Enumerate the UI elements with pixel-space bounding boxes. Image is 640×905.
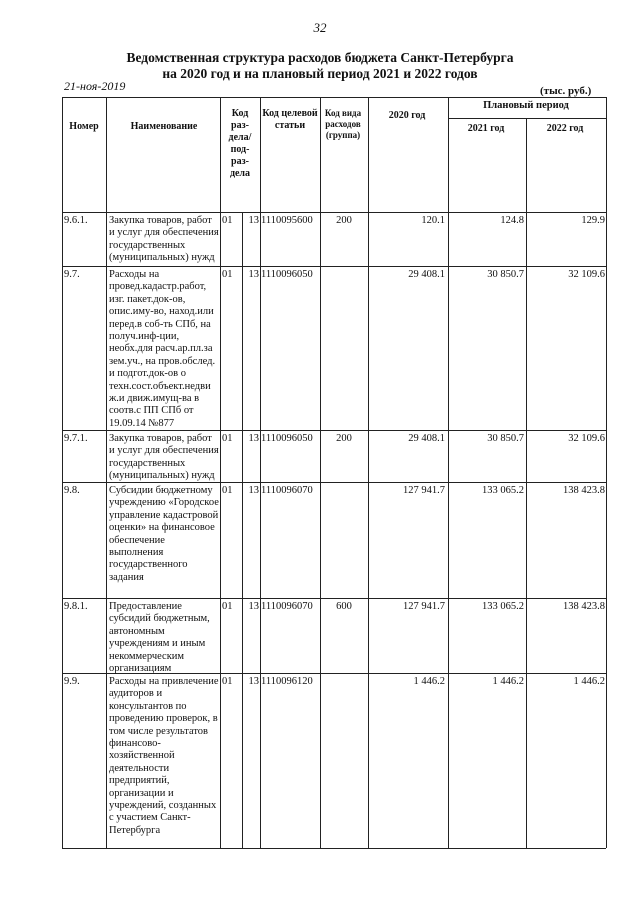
row-section: 01 xyxy=(222,485,233,496)
row-subsection: 13 xyxy=(248,269,259,280)
header-name: Наименование xyxy=(130,121,198,132)
column-divider xyxy=(62,97,63,848)
row-divider xyxy=(62,266,606,267)
header-2020: 2020 год xyxy=(388,110,426,121)
row-target-code: 1110095600 xyxy=(261,215,313,226)
row-target-code: 1110096070 xyxy=(261,485,313,496)
row-value-2021: 133 065.2 xyxy=(482,485,524,496)
row-section: 01 xyxy=(222,215,233,226)
row-number: 9.9. xyxy=(64,676,80,687)
units-label: (тыс. руб.) xyxy=(540,85,592,97)
row-value-2020: 29 408.1 xyxy=(408,269,445,280)
column-divider xyxy=(242,212,243,848)
row-value-2020: 127 941.7 xyxy=(403,601,445,612)
header-planned-period: Плановый период xyxy=(483,100,569,111)
row-value-2021: 30 850.7 xyxy=(487,433,524,444)
document-date: 21-ноя-2019 xyxy=(64,79,126,93)
header-target-code: Код целевой статьи xyxy=(262,108,318,131)
row-value-2022: 138 423.8 xyxy=(563,485,605,496)
header-number: Номер xyxy=(69,121,99,132)
row-subsection: 13 xyxy=(248,676,259,687)
row-value-2022: 1 446.2 xyxy=(573,676,605,687)
row-value-2020: 127 941.7 xyxy=(403,485,445,496)
row-section: 01 xyxy=(222,601,233,612)
page-number: 32 xyxy=(313,20,327,35)
row-value-2022: 129.9 xyxy=(581,215,605,226)
planned-period-divider xyxy=(448,118,606,119)
row-name: Предоставление субсидий бюджетным, автономным учреждениям и иным некоммерческим организациям xyxy=(109,601,210,675)
row-value-2021: 1 446.2 xyxy=(492,676,524,687)
row-target-code: 1110096120 xyxy=(261,676,313,687)
row-value-2022: 138 423.8 xyxy=(563,601,605,612)
row-value-2020: 29 408.1 xyxy=(408,433,445,444)
header-2021: 2021 год xyxy=(467,123,505,134)
row-number: 9.8.1. xyxy=(64,601,88,612)
row-value-2022: 32 109.6 xyxy=(568,433,605,444)
row-subsection: 13 xyxy=(248,601,259,612)
table-top-border xyxy=(62,97,606,98)
header-bottom-border xyxy=(62,212,606,213)
column-divider xyxy=(220,97,221,848)
column-divider xyxy=(106,97,107,848)
row-value-2021: 133 065.2 xyxy=(482,601,524,612)
row-section: 01 xyxy=(222,269,233,280)
row-value-2021: 124.8 xyxy=(500,215,524,226)
column-divider xyxy=(526,118,527,848)
document-title xyxy=(0,50,640,82)
row-expense-type: 200 xyxy=(336,433,352,444)
column-divider xyxy=(448,97,449,848)
header-expense-type: Код вида расходов (группа) xyxy=(324,108,362,140)
row-name: Закупка товаров, работ и услуг для обеспечения государственных (муниципальных) нужд xyxy=(109,215,219,264)
row-subsection: 13 xyxy=(248,485,259,496)
row-value-2021: 30 850.7 xyxy=(487,269,524,280)
row-target-code: 1110096050 xyxy=(261,269,313,280)
row-target-code: 1110096050 xyxy=(261,433,313,444)
title-line-2: на 2020 год и на плановый период 2021 и 2022 годов xyxy=(162,66,478,81)
header-2022: 2022 год xyxy=(546,123,584,134)
row-name: Закупка товаров, работ и услуг для обеспечения государственных (муниципальных) нужд xyxy=(109,433,219,482)
row-number: 9.6.1. xyxy=(64,215,88,226)
row-section: 01 xyxy=(222,433,233,444)
row-number: 9.7. xyxy=(64,269,80,280)
title-line-1: Ведомственная структура расходов бюджета Санкт-Петербурга xyxy=(126,50,514,65)
row-expense-type: 200 xyxy=(336,215,352,226)
column-divider xyxy=(260,97,261,848)
column-divider xyxy=(320,97,321,848)
row-number: 9.7.1. xyxy=(64,433,88,444)
column-divider xyxy=(368,97,369,848)
row-section: 01 xyxy=(222,676,233,687)
row-value-2020: 1 446.2 xyxy=(413,676,445,687)
row-number: 9.8. xyxy=(64,485,80,496)
row-subsection: 13 xyxy=(248,215,259,226)
row-value-2022: 32 109.6 xyxy=(568,269,605,280)
header-section-code: Код раз- дела/ под- раз- дела xyxy=(228,108,252,179)
row-target-code: 1110096070 xyxy=(261,601,313,612)
row-name: Субсидии бюджетному учреждению «Городское управление кадастровой оценки» на финансовое обеспечение выполнения государственного задания xyxy=(109,485,219,583)
table-bottom-border xyxy=(62,848,606,849)
row-expense-type: 600 xyxy=(336,601,352,612)
row-divider xyxy=(62,598,606,599)
row-subsection: 13 xyxy=(248,433,259,444)
column-divider xyxy=(606,97,607,848)
row-name: Расходы на провед.кадастр.работ, изг. пакет.док-ов, опис.иму-во, наход.или перед.в соб-ть СПб, на получ.инф-ции, необх.для расч.ар.пл.за зем.уч., на пров.обслед. и подгот.док-ов о техн.сост.объект.недви ж.и движ.имущ-ва в соотв.с ПП СПб от 19.09.14 №877 xyxy=(109,269,216,429)
row-name: Расходы на привлечение аудиторов и консультантов по проведению проверок, в том числе результатов финансово-хозяйственной деятельности предприятий, организации и учреждений, созданных с участием Санкт-Петербурга xyxy=(109,676,219,836)
row-value-2020: 120.1 xyxy=(421,215,445,226)
